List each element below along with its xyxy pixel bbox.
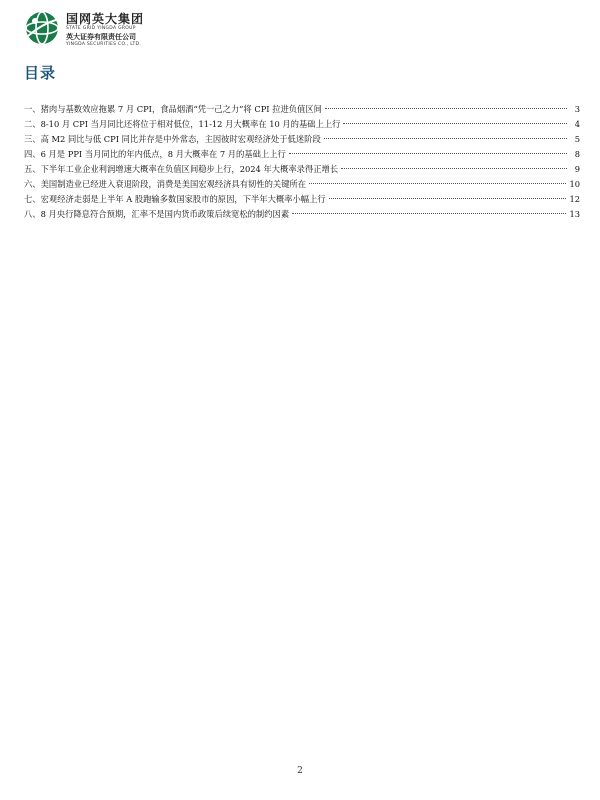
- subsidiary-name-en: YINGDA SECURITIES CO., LTD.: [66, 42, 142, 47]
- page-number: 2: [297, 766, 303, 776]
- toc-entry[interactable]: [24, 162, 580, 177]
- company-name-cn: 国网英大集团: [66, 12, 145, 26]
- toc-entry[interactable]: [24, 177, 580, 192]
- table-of-contents: [24, 102, 580, 222]
- toc-entry[interactable]: [24, 132, 580, 147]
- toc-leader-dots: [325, 108, 567, 109]
- toc-entry[interactable]: [24, 102, 580, 117]
- toc-leader-dots: [309, 183, 566, 184]
- toc-entry[interactable]: [24, 117, 580, 132]
- toc-entry-page[interactable]: 13: [569, 209, 580, 219]
- toc-leader-dots: [343, 123, 567, 124]
- toc-entry-text[interactable]: 七、宏观经济走弱是上半年 A 股跑输多数国家股市的原因，下半年大概率小幅上行: [24, 194, 326, 204]
- toc-leader-dots: [292, 213, 566, 214]
- toc-entry-text[interactable]: 六、美国制造业已经进入衰退阶段，消费是美国宏观经济具有韧性的关键所在: [24, 179, 307, 189]
- toc-entry-text[interactable]: 四、6 月是 PPI 当月同比的年内低点，8 月大概率在 7 月的基础上上行: [24, 149, 286, 159]
- toc-entry-page[interactable]: 8: [574, 149, 580, 159]
- toc-entry-page[interactable]: 10: [569, 179, 580, 189]
- globe-leaf-logo-icon: [24, 10, 60, 46]
- toc-entry-text[interactable]: 八、8 月央行降息符合预期，汇率不是国内货币政策后续宽松的制约因素: [24, 209, 290, 219]
- toc-entry-page[interactable]: 5: [574, 134, 580, 144]
- toc-entry[interactable]: [24, 192, 580, 207]
- subsidiary-name-cn: 英大证券有限责任公司: [66, 33, 136, 41]
- toc-entry-page[interactable]: 4: [574, 119, 580, 129]
- toc-leader-dots: [289, 153, 567, 154]
- company-name-en: STATE GRID YINGDA GROUP: [66, 26, 136, 31]
- toc-entry-page[interactable]: 3: [574, 104, 580, 114]
- toc-title: 目录: [24, 64, 57, 82]
- toc-entry-text[interactable]: 二、8-10 月 CPI 当月同比还将位于相对低位，11-12 月大概率在 10 月的基础上上行: [24, 119, 341, 129]
- toc-entry-page[interactable]: 9: [574, 164, 580, 174]
- toc-entry[interactable]: [24, 207, 580, 222]
- company-header: [24, 10, 224, 46]
- toc-entry-text[interactable]: 五、下半年工业企业利润增速大概率在负值区间稳步上行，2024 年大概率录得正增长: [24, 164, 339, 174]
- toc-entry-page[interactable]: 12: [569, 194, 580, 204]
- toc-leader-dots: [324, 138, 567, 139]
- toc-entry[interactable]: [24, 147, 580, 162]
- toc-leader-dots: [341, 168, 567, 169]
- toc-leader-dots: [329, 198, 567, 199]
- logo-text: [66, 12, 216, 48]
- toc-entry-text[interactable]: 一、猪肉与基数效应拖累 7 月 CPI，食品烟酒“凭一己之力”将 CPI 拉进负值区间: [24, 104, 322, 114]
- toc-entry-text[interactable]: 三、高 M2 同比与低 CPI 同比并存是中外常态，主因彼时宏观经济处于低迷阶段: [24, 134, 321, 144]
